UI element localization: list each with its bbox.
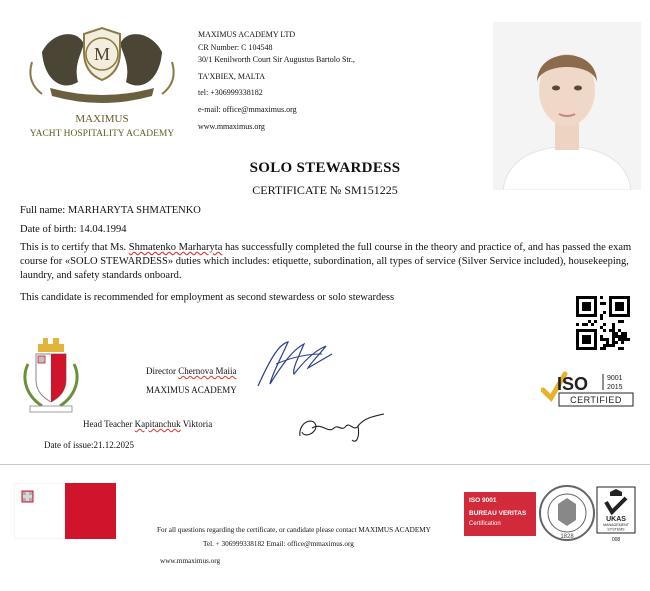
certification-text	[20, 241, 632, 283]
director-signature	[248, 334, 338, 392]
date-of-birth: Date of birth: 14.04.1994	[20, 224, 127, 235]
head-teacher-label: Head Teacher	[83, 419, 135, 429]
ukas-badge	[596, 486, 636, 544]
company-email: e-mail: office@mmaximus.org	[198, 104, 297, 114]
iso-badge-num2: 2015	[607, 384, 623, 391]
academy-name: MAXIMUS ACADEMY	[146, 385, 237, 395]
company-name: MAXIMUS ACADEMY LTD	[198, 30, 296, 39]
ukas-sub1: MANAGEMENT	[603, 523, 629, 527]
qr-code	[576, 296, 630, 350]
bv-name: BUREAU VERITAS	[469, 510, 527, 517]
director-label: Director	[146, 366, 179, 376]
malta-flag	[14, 483, 116, 539]
certificate-number: CERTIFICATE № SM151225	[252, 183, 398, 197]
cert-text-part1: This is to certify that Ms.	[20, 242, 129, 253]
bureau-veritas-label	[464, 492, 536, 536]
logo-text-maximus: MAXIMUS	[75, 113, 129, 125]
ukas-sub2: SYSTEMS	[607, 527, 625, 532]
company-info	[198, 29, 355, 133]
bv-year: 1828	[560, 534, 574, 540]
malta-coat-of-arms	[20, 336, 82, 416]
certificate-title: SOLO STEWARDESS	[249, 160, 401, 176]
footer-tel-email: Tel. + 306999338182 Email: office@mmaximus.org	[203, 540, 354, 548]
iso-badge-certified: CERTIFIED	[570, 395, 622, 405]
company-cr-number: CR Number: C 104548	[198, 42, 273, 52]
cert-holder-name: Shmatenko Marharyta	[128, 242, 223, 253]
head-teacher-line	[83, 419, 212, 429]
footer-contact: For all questions regarding the certificate, or candidate please contact MAXIMUS ACADEMY	[157, 526, 431, 534]
logo-text-academy: YACHT HOSPITALITY ACADEMY	[29, 129, 175, 139]
iso-certified-badge	[541, 368, 635, 408]
recommendation-text: This candidate is recommended for employment as second stewardess or solo stewardess	[20, 292, 395, 303]
bv-certification: Certification	[469, 521, 501, 527]
academy-logo	[22, 22, 182, 142]
logo-monogram: M	[93, 44, 111, 64]
date-of-issue: Date of issue:21.12.2025	[44, 440, 134, 450]
bv-iso: ISO 9001	[469, 497, 497, 504]
head-teacher-surname: Kapitanchuk	[134, 419, 181, 429]
company-address-line1: 30/1 Kenilworth Court Sir Augustus Bartolo Str.,	[198, 55, 355, 65]
director-line	[146, 366, 236, 376]
ukas-text: UKAS	[606, 516, 626, 523]
head-teacher-first: Viktoria	[180, 419, 213, 429]
iso-badge-num1: 9001	[607, 375, 623, 382]
full-name: Full name: MARHARYTA SHMATENKO	[20, 205, 201, 216]
company-website: www.mmaximus.org	[198, 121, 265, 131]
company-address-line2: TA'XBIEX, MALTA	[198, 71, 265, 81]
company-tel: tel: +306999338182	[198, 88, 263, 98]
bureau-veritas-seal	[538, 482, 596, 544]
head-teacher-signature	[294, 410, 386, 446]
cert-text-part2: has successfully completed the full course in the theory and practice of, and has passed the exam course for «SOLO STEWARDESS» duties which includes: etiquette, subordination, all types of service (Silver Service included), housekeeping, laundry, and safety standards onboard.	[20, 242, 632, 281]
footer-website: www.mmaximus.org	[160, 557, 221, 565]
ukas-number: 008	[611, 537, 621, 543]
director-name: Chernova Maiia	[178, 366, 237, 376]
iso-badge-text: ISO	[557, 374, 589, 394]
footer-divider	[0, 464, 650, 465]
